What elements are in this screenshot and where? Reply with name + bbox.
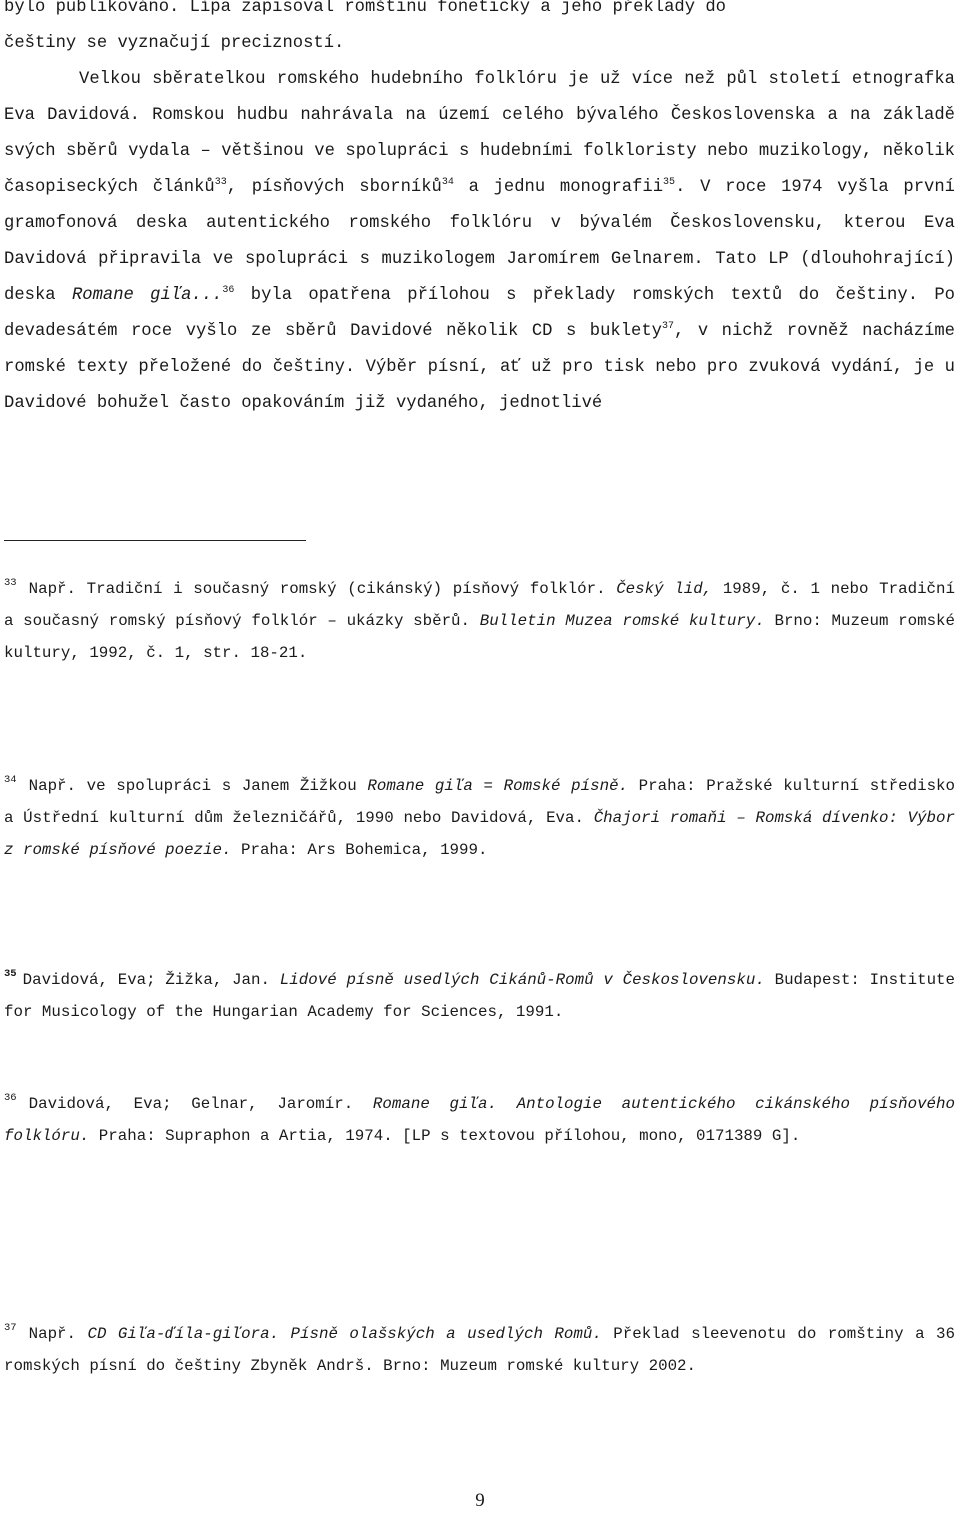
footnote-33-text-a: Např. Tradiční i současný romský (cikánský) písňový folklór. — [28, 580, 617, 598]
footnote-ref-33[interactable]: 33 — [214, 177, 227, 188]
footnote-33-italic-d: Bulletin Muzea romské kultury. — [479, 612, 765, 630]
footnote-ref-37[interactable]: 37 — [662, 321, 675, 332]
paragraph-2-text-b: , písňových sborníků — [226, 178, 442, 197]
record-title-italic: Romane giľa... — [71, 286, 223, 305]
footnote-37-text-a: Např. — [28, 1325, 88, 1343]
footnote-35-text-a: Davidová, Eva; Žižka, Jan. — [22, 971, 280, 989]
footnote-34-text-c: Praha: Pražské kulturní středisko a Ústřední kulturní dům železničářů, 1990 nebo Davidová, Eva. — [4, 777, 956, 827]
footnote-number-33: 33 — [4, 577, 17, 589]
footnote-34-text-a: Např. ve spolupráci s Janem Žižkou — [28, 777, 368, 795]
paragraph-2-text-c: a jednu monografii — [453, 178, 664, 197]
footnote-separator — [4, 540, 306, 541]
footnote-34-italic-d: Čhajori romaňi – Romská dívenko: Výbor z romské písňové poezie. — [4, 809, 955, 859]
footnote-37-text-c: Překlad sleevenotu do romštiny a 36 romských písní do češtiny Zbyněk Andrš. Brno: Muzeum romské kultury 2002. — [4, 1325, 955, 1375]
footnote-number-35: 35 — [4, 968, 17, 980]
footnote-36 — [4, 1088, 955, 1152]
page-number: 9 — [475, 1490, 485, 1511]
paragraph-1-line-1: bylo publikováno. Lípa zapisoval romštinu foneticky a jeho překlady do — [4, 0, 726, 17]
footnote-ref-36[interactable]: 36 — [222, 285, 235, 296]
paragraph-1 — [4, 0, 955, 62]
footnote-number-34: 34 — [4, 774, 17, 786]
footnote-34 — [4, 770, 955, 866]
footnote-number-37: 37 — [4, 1322, 17, 1334]
paragraph-2-text-a: Velkou sběratelkou romského hudebního folklóru je už více než půl století etnografka Eva Davidová. Romskou hudbu nahrávala na území celého bývalého Československa a na základě svých sběrů vydala – většinou ve spolupráci s hudebními folkloristy nebo muzikology, několik časopiseckých článků — [4, 70, 955, 197]
paragraph-1-line-2: češtiny se vyznačují precizností. — [4, 34, 345, 53]
footnote-35-text-c: Budapest: Institute for Musicology of the Hungarian Academy for Sciences, 1991. — [4, 971, 956, 1021]
paragraph-2 — [4, 62, 955, 422]
footnote-37 — [4, 1318, 955, 1382]
footnote-34-italic-b: Romane giľa = Romské písně. — [367, 777, 629, 795]
body-text — [4, 0, 955, 422]
footnote-ref-35[interactable]: 35 — [663, 177, 676, 188]
footnote-33 — [4, 573, 955, 669]
footnote-34-text-e: Praha: Ars Bohemica, 1999. — [231, 841, 488, 859]
footnote-36-italic-b: Romane giľa. Antologie autentického cikánského písňového folklóru. — [4, 1095, 955, 1145]
footnote-37-italic-b: CD Giľa-ďíla-giľora. Písně olašských a usedlých Romů. — [87, 1325, 602, 1343]
footnote-33-text-c: 1989, č. 1 nebo Tradiční a současný romský písňový folklór – ukázky sběrů. — [4, 580, 955, 630]
footnote-35-italic-b: Lidové písně usedlých Cikánů-Romů v Československu. — [279, 971, 765, 989]
footnote-36-text-c: Praha: Supraphon a Artia, 1974. [LP s textovou přílohou, mono, 0171389 G]. — [89, 1127, 801, 1145]
paragraph-2-text-f: byla opatřena přílohou s překlady romských textů do češtiny. Po devadesátém roce vyšlo ze sběrů Davidové několik CD s buklety — [4, 286, 955, 341]
footnote-ref-34[interactable]: 34 — [441, 177, 454, 188]
footnote-36-text-a: Davidová, Eva; Gelnar, Jaromír. — [28, 1095, 373, 1113]
footnote-35 — [4, 964, 955, 1028]
paragraph-2-text-g: , v nichž rovněž nacházíme romské texty přeložené do češtiny. Výběr písní, ať už pro tisk nebo pro zvuková vydání, je u Davidové bohužel často opakováním již vydaného, jednotlivé — [4, 322, 955, 413]
paragraph-2-text-d: . V roce 1974 vyšla první gramofonová deska autentického romského folklóru v bývalém Československu, kterou Eva Davidová připravila ve spolupráci s muzikologem Jaromírem Gelnarem. Tato LP (dlouhohrající) deska — [4, 178, 955, 305]
footnote-33-italic-b: Český lid, — [616, 580, 713, 598]
footnote-number-36: 36 — [4, 1092, 17, 1104]
footnote-33-text-e: Brno: Muzeum romské kultury, 1992, č. 1, str. 18-21. — [4, 612, 956, 662]
